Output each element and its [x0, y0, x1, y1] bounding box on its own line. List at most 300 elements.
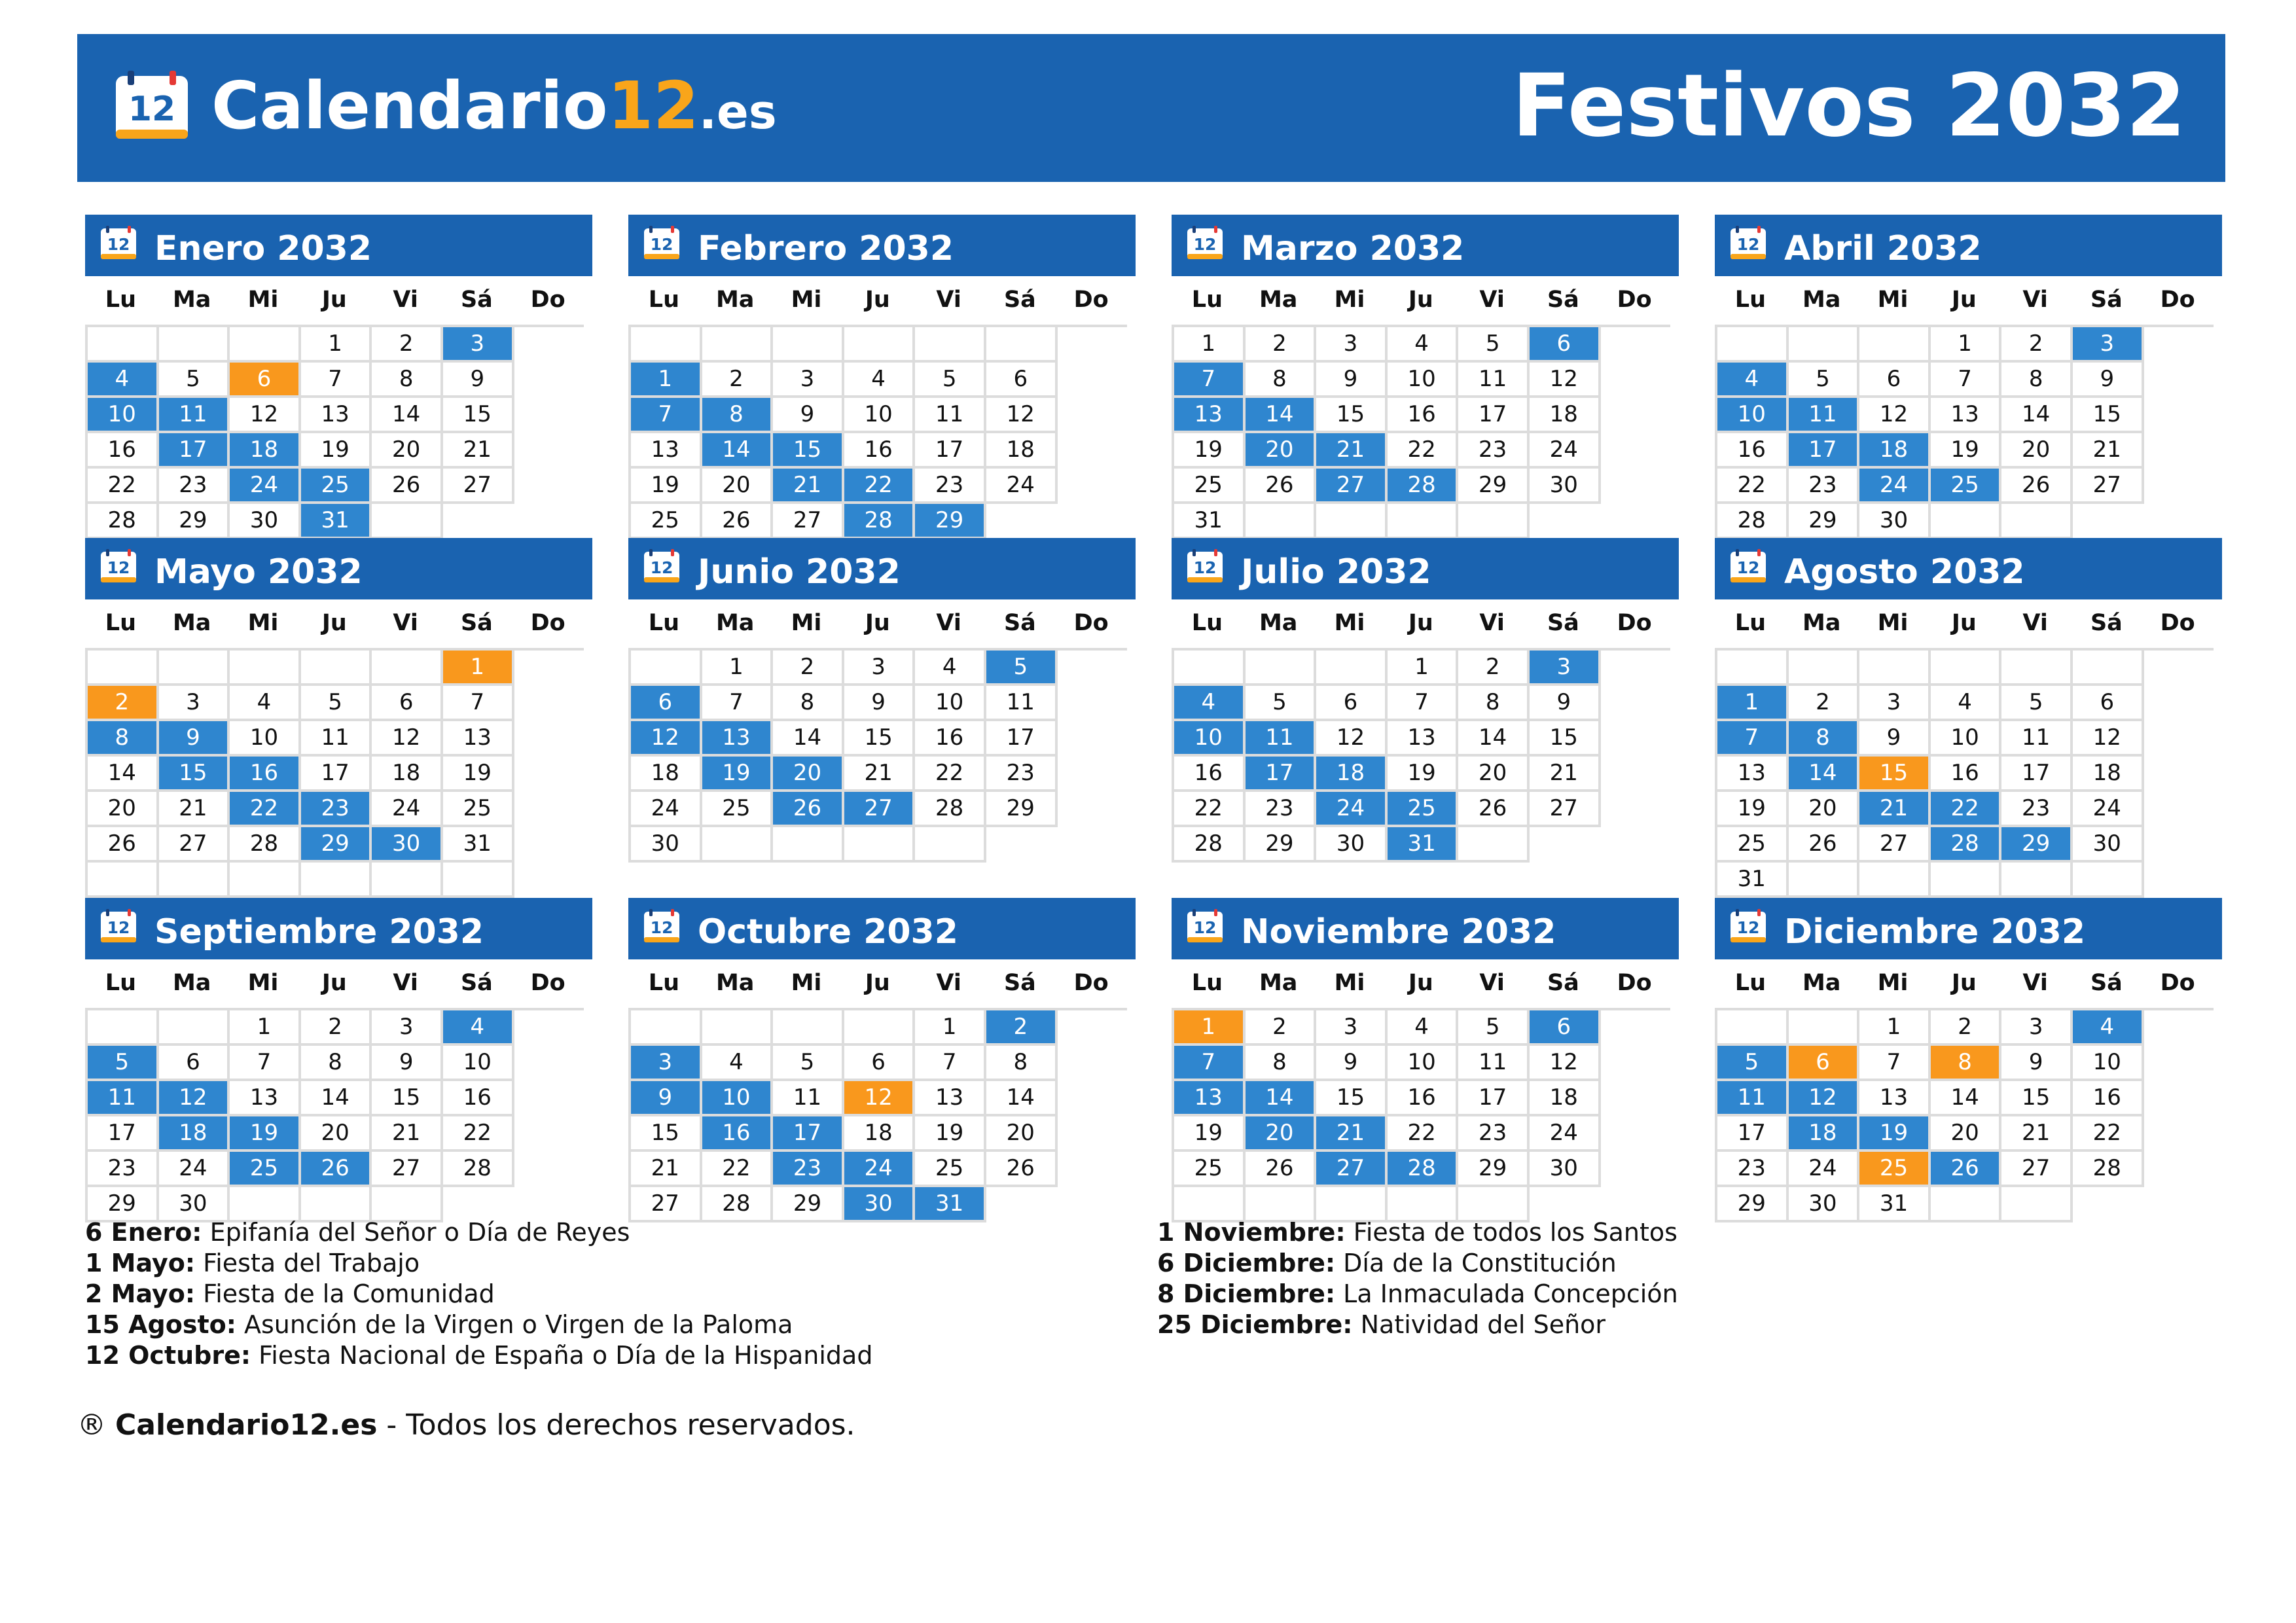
day-cell: 25 [1717, 827, 1789, 863]
day-cell: 4 [1388, 1010, 1459, 1046]
day-cell: 8 [1458, 686, 1530, 721]
day-cell: 11 [301, 721, 372, 757]
day-cell: 27 [159, 827, 230, 863]
day-cell: 28 [230, 827, 301, 863]
weekday-label: Sá [2090, 610, 2123, 636]
day-cell: 16 [1174, 757, 1246, 792]
empty-cell [443, 863, 514, 898]
month-header [628, 898, 1136, 959]
day-cell: 30 [1859, 504, 1931, 539]
day-cell: 16 [1388, 1081, 1459, 1116]
month-title: Diciembre 2032 [1784, 912, 2086, 952]
weekday-label: Do [2160, 970, 2195, 996]
day-cell: 8 [986, 1046, 1058, 1081]
day-cell: 21 [1530, 757, 1601, 792]
weekday-header [1715, 284, 2214, 315]
weekend-day-cell: 13 [1174, 1081, 1246, 1116]
calendar-icon [643, 548, 681, 584]
day-cell: 9 [1316, 363, 1388, 398]
day-cell: 6 [372, 686, 443, 721]
calendar-logo-icon [113, 69, 190, 141]
day-cell: 15 [443, 398, 514, 433]
weekend-day-cell: 30 [844, 1187, 916, 1222]
day-cell: 6 [1316, 686, 1388, 721]
day-cell: 7 [1388, 686, 1459, 721]
weekend-day-cell: 31 [1388, 827, 1459, 863]
weekday-label: Lu [648, 610, 680, 636]
empty-cell [230, 651, 301, 686]
month-calendar [85, 898, 592, 1222]
day-cell: 13 [230, 1081, 301, 1116]
holiday-name: Fiesta Nacional de España o Día de la Hispanidad [259, 1341, 873, 1370]
empty-cell [301, 651, 372, 686]
weekday-label: Ma [715, 970, 755, 996]
day-cell: 14 [372, 398, 443, 433]
day-cell: 14 [1931, 1081, 2002, 1116]
day-cell: 28 [1174, 827, 1246, 863]
day-cell: 2 [1246, 327, 1317, 363]
weekend-day-cell: 17 [159, 433, 230, 469]
month-title: Junio 2032 [698, 552, 901, 592]
weekend-day-cell: 23 [301, 792, 372, 827]
empty-cell [1388, 504, 1459, 539]
svg-text:12: 12 [107, 558, 130, 577]
day-cell: 17 [915, 433, 986, 469]
weekday-label: Ma [172, 287, 211, 313]
holiday-day-cell: 12 [844, 1081, 916, 1116]
weekday-label: Lu [1734, 287, 1767, 313]
weekday-header [85, 607, 584, 639]
weekday-label: Ju [321, 970, 347, 996]
day-cell: 27 [2001, 1152, 2073, 1187]
month-calendar [1172, 215, 1679, 539]
day-cell: 21 [844, 757, 916, 792]
weekend-day-cell: 3 [2073, 327, 2144, 363]
day-cell: 1 [230, 1010, 301, 1046]
weekday-label: Mi [791, 970, 822, 996]
day-grid [1715, 1008, 2214, 1222]
day-cell: 25 [702, 792, 774, 827]
day-cell: 11 [1458, 363, 1530, 398]
day-grid [628, 325, 1127, 539]
day-cell: 26 [986, 1152, 1058, 1187]
weekend-day-cell: 19 [1859, 1116, 1931, 1152]
weekend-day-cell: 3 [443, 327, 514, 363]
day-grid [85, 648, 584, 898]
weekend-day-cell: 18 [1316, 757, 1388, 792]
day-cell: 26 [702, 504, 774, 539]
day-cell: 4 [1931, 686, 2002, 721]
weekday-label: Ma [1259, 287, 1298, 313]
day-cell: 20 [1789, 792, 1860, 827]
day-cell: 14 [986, 1081, 1058, 1116]
weekend-day-cell: 25 [230, 1152, 301, 1187]
day-cell: 18 [631, 757, 702, 792]
holiday-list-right [1157, 1217, 1678, 1340]
weekday-label: Vi [393, 970, 418, 996]
empty-cell [1717, 327, 1789, 363]
weekend-day-cell: 11 [1717, 1081, 1789, 1116]
day-cell: 17 [1458, 398, 1530, 433]
day-cell: 26 [1246, 1152, 1317, 1187]
day-cell: 29 [88, 1187, 159, 1222]
empty-cell [986, 327, 1058, 363]
calendar-icon [1186, 225, 1224, 260]
weekday-label: Ma [172, 970, 211, 996]
day-cell: 15 [2001, 1081, 2073, 1116]
weekend-day-cell: 28 [1931, 827, 2002, 863]
day-cell: 10 [1388, 1046, 1459, 1081]
weekend-day-cell: 5 [1717, 1046, 1789, 1081]
weekend-day-cell: 20 [1246, 1116, 1317, 1152]
holiday-note [1157, 1279, 1678, 1310]
empty-cell [372, 863, 443, 898]
weekday-label: Mi [1877, 610, 1909, 636]
weekend-day-cell: 25 [1388, 792, 1459, 827]
day-cell: 17 [2001, 757, 2073, 792]
day-cell: 15 [844, 721, 916, 757]
empty-cell [773, 327, 844, 363]
day-cell: 7 [301, 363, 372, 398]
day-cell: 6 [844, 1046, 916, 1081]
month-header [628, 215, 1136, 276]
month-calendar [85, 215, 592, 539]
weekday-header [628, 284, 1127, 315]
day-cell: 24 [2073, 792, 2144, 827]
empty-cell [1316, 651, 1388, 686]
day-cell: 8 [301, 1046, 372, 1081]
weekday-label: Vi [936, 610, 961, 636]
empty-cell [1859, 327, 1931, 363]
day-cell: 20 [88, 792, 159, 827]
day-cell: 26 [1458, 792, 1530, 827]
weekend-day-cell: 14 [1246, 398, 1317, 433]
empty-cell [844, 827, 916, 863]
empty-cell [1316, 504, 1388, 539]
weekday-label: Do [1073, 970, 1109, 996]
day-cell: 18 [844, 1116, 916, 1152]
day-grid [1715, 648, 2214, 898]
day-cell: 12 [986, 398, 1058, 433]
month-title: Noviembre 2032 [1241, 912, 1556, 952]
day-cell: 21 [631, 1152, 702, 1187]
weekday-label: Mi [247, 970, 279, 996]
month-title: Mayo 2032 [154, 552, 363, 592]
empty-cell [1931, 504, 2002, 539]
weekday-label: Vi [2022, 610, 2048, 636]
empty-cell [2073, 651, 2144, 686]
holiday-date: 1 Mayo: [85, 1249, 196, 1277]
empty-cell [844, 327, 916, 363]
weekend-day-cell: 6 [1530, 327, 1601, 363]
weekday-label: Lu [105, 287, 137, 313]
day-cell: 2 [1789, 686, 1860, 721]
weekday-label: Do [530, 610, 565, 636]
day-cell: 18 [1530, 1081, 1601, 1116]
day-cell: 8 [1246, 363, 1317, 398]
day-cell: 3 [1316, 1010, 1388, 1046]
weekday-header [1172, 967, 1670, 999]
day-cell: 16 [2073, 1081, 2144, 1116]
calendar-icon [643, 225, 681, 260]
day-cell: 12 [230, 398, 301, 433]
empty-cell [2073, 863, 2144, 898]
weekday-label: Ju [865, 970, 890, 996]
weekday-label: Lu [1191, 610, 1223, 636]
day-cell: 19 [1717, 792, 1789, 827]
weekday-header [1715, 967, 2214, 999]
weekend-day-cell: 21 [1316, 1116, 1388, 1152]
weekday-label: Mi [247, 287, 279, 313]
day-cell: 26 [88, 827, 159, 863]
day-cell: 13 [301, 398, 372, 433]
day-cell: 30 [1316, 827, 1388, 863]
day-cell: 28 [443, 1152, 514, 1187]
page-title: Festivos 2032 [1512, 56, 2186, 156]
weekday-label: Ma [715, 287, 755, 313]
day-cell: 4 [230, 686, 301, 721]
weekday-label: Mi [1334, 287, 1365, 313]
day-cell: 24 [631, 792, 702, 827]
empty-cell [702, 1010, 774, 1046]
calendar-icon [1729, 225, 1767, 260]
weekend-day-cell: 6 [631, 686, 702, 721]
svg-text:12: 12 [1193, 918, 1217, 937]
day-cell: 29 [1246, 827, 1317, 863]
empty-cell [915, 827, 986, 863]
empty-cell [773, 1010, 844, 1046]
day-cell: 25 [1174, 469, 1246, 504]
weekend-day-cell: 9 [631, 1081, 702, 1116]
day-cell: 10 [915, 686, 986, 721]
svg-text:12: 12 [1736, 558, 1760, 577]
day-cell: 26 [1246, 469, 1317, 504]
month-calendar [1172, 898, 1679, 1222]
holiday-note [85, 1340, 872, 1371]
day-cell: 6 [986, 363, 1058, 398]
weekday-header [85, 284, 584, 315]
weekday-label: Ju [1408, 287, 1433, 313]
month-header [1172, 215, 1679, 276]
day-cell: 9 [443, 363, 514, 398]
footer-brand[interactable]: Calendario12.es [115, 1408, 378, 1442]
holiday-day-cell: 6 [230, 363, 301, 398]
weekday-label: Vi [2022, 287, 2048, 313]
weekend-day-cell: 21 [773, 469, 844, 504]
holiday-note [1157, 1310, 1678, 1340]
empty-cell [631, 327, 702, 363]
day-cell: 23 [1458, 433, 1530, 469]
day-cell: 8 [773, 686, 844, 721]
day-cell: 26 [372, 469, 443, 504]
weekend-day-cell: 27 [1316, 1152, 1388, 1187]
empty-cell [88, 1010, 159, 1046]
day-cell: 10 [844, 398, 916, 433]
day-cell: 18 [986, 433, 1058, 469]
day-cell: 21 [2001, 1116, 2073, 1152]
empty-cell [1717, 651, 1789, 686]
empty-cell [372, 651, 443, 686]
weekday-header [85, 967, 584, 999]
day-cell: 10 [1931, 721, 2002, 757]
day-cell: 14 [2001, 398, 2073, 433]
day-cell: 14 [1458, 721, 1530, 757]
day-cell: 30 [1530, 469, 1601, 504]
month-title: Agosto 2032 [1784, 552, 2025, 592]
day-cell: 14 [301, 1081, 372, 1116]
weekend-day-cell: 21 [1316, 433, 1388, 469]
holiday-date: 8 Diciembre: [1157, 1279, 1336, 1308]
brand-name[interactable] [211, 60, 777, 152]
empty-cell [915, 327, 986, 363]
day-cell: 28 [915, 792, 986, 827]
weekend-day-cell: 1 [1717, 686, 1789, 721]
day-cell: 11 [986, 686, 1058, 721]
empty-cell [1174, 651, 1246, 686]
svg-text:12: 12 [1193, 235, 1217, 254]
holiday-day-cell: 8 [1931, 1046, 2002, 1081]
weekend-day-cell: 24 [230, 469, 301, 504]
day-cell: 15 [2073, 398, 2144, 433]
weekend-day-cell: 30 [372, 827, 443, 863]
day-cell: 13 [1717, 757, 1789, 792]
day-cell: 18 [372, 757, 443, 792]
month-title: Febrero 2032 [698, 229, 954, 268]
day-cell: 22 [915, 757, 986, 792]
day-cell: 12 [1859, 398, 1931, 433]
weekday-label: Vi [936, 287, 961, 313]
weekend-day-cell: 14 [1789, 757, 1860, 792]
day-cell: 9 [372, 1046, 443, 1081]
day-cell: 3 [773, 363, 844, 398]
holiday-day-cell: 15 [1859, 757, 1931, 792]
empty-cell [702, 827, 774, 863]
day-cell: 31 [1174, 504, 1246, 539]
weekend-day-cell: 3 [631, 1046, 702, 1081]
day-cell: 9 [2001, 1046, 2073, 1081]
day-cell: 14 [773, 721, 844, 757]
calendar-icon [99, 225, 137, 260]
weekday-label: Lu [648, 970, 680, 996]
weekend-day-cell: 7 [631, 398, 702, 433]
day-cell: 23 [1458, 1116, 1530, 1152]
weekday-label: Ju [321, 610, 347, 636]
weekday-label: Ma [1802, 610, 1841, 636]
day-cell: 1 [702, 651, 774, 686]
day-cell: 11 [915, 398, 986, 433]
weekday-label: Sá [1547, 970, 1579, 996]
weekend-day-cell: 14 [702, 433, 774, 469]
day-cell: 11 [773, 1081, 844, 1116]
weekend-day-cell: 4 [443, 1010, 514, 1046]
weekday-label: Lu [1734, 970, 1767, 996]
day-cell: 4 [702, 1046, 774, 1081]
weekday-label: Lu [105, 970, 137, 996]
day-cell: 25 [1174, 1152, 1246, 1187]
weekend-day-cell: 4 [88, 363, 159, 398]
empty-cell [1717, 1010, 1789, 1046]
weekday-label: Ma [1802, 287, 1841, 313]
day-cell: 30 [1530, 1152, 1601, 1187]
empty-cell [159, 1010, 230, 1046]
holiday-date: 6 Enero: [85, 1218, 202, 1247]
empty-cell [1789, 327, 1860, 363]
day-cell: 5 [2001, 686, 2073, 721]
holiday-day-cell: 1 [1174, 1010, 1246, 1046]
month-title: Abril 2032 [1784, 229, 1982, 268]
svg-text:12: 12 [650, 235, 673, 254]
holiday-date: 2 Mayo: [85, 1279, 196, 1308]
day-cell: 3 [1316, 327, 1388, 363]
holiday-note [85, 1248, 872, 1279]
weekend-day-cell: 4 [2073, 1010, 2144, 1046]
weekend-day-cell: 9 [159, 721, 230, 757]
weekday-label: Mi [791, 610, 822, 636]
day-cell: 5 [301, 686, 372, 721]
day-cell: 27 [372, 1152, 443, 1187]
day-cell: 11 [1458, 1046, 1530, 1081]
calendar-icon [643, 908, 681, 944]
day-cell: 22 [1717, 469, 1789, 504]
day-cell: 16 [1717, 433, 1789, 469]
day-cell: 30 [2073, 827, 2144, 863]
day-cell: 4 [915, 651, 986, 686]
month-calendar [1715, 215, 2222, 539]
day-cell: 24 [159, 1152, 230, 1187]
day-cell: 17 [88, 1116, 159, 1152]
svg-text:12: 12 [650, 918, 673, 937]
svg-text:12: 12 [107, 918, 130, 937]
day-cell: 14 [88, 757, 159, 792]
weekday-header [1715, 607, 2214, 639]
day-cell: 5 [773, 1046, 844, 1081]
weekend-day-cell: 11 [88, 1081, 159, 1116]
month-calendar [1715, 538, 2222, 898]
holiday-day-cell: 6 [1789, 1046, 1860, 1081]
calendar-icon [1186, 548, 1224, 584]
weekday-label: Mi [1877, 287, 1909, 313]
holiday-date: 12 Octubre: [85, 1341, 251, 1370]
day-grid [85, 1008, 584, 1222]
holiday-day-cell: 2 [88, 686, 159, 721]
empty-cell [372, 504, 443, 539]
weekday-label: Mi [1334, 610, 1365, 636]
holiday-name: Epifanía del Señor o Día de Reyes [209, 1218, 630, 1247]
weekend-day-cell: 7 [1717, 721, 1789, 757]
weekend-day-cell: 17 [1246, 757, 1317, 792]
weekday-label: Lu [1191, 287, 1223, 313]
day-cell: 29 [986, 792, 1058, 827]
day-cell: 24 [986, 469, 1058, 504]
weekday-label: Do [2160, 287, 2195, 313]
weekend-day-cell: 10 [1174, 721, 1246, 757]
day-cell: 2 [1458, 651, 1530, 686]
day-cell: 29 [1458, 1152, 1530, 1187]
weekday-header [628, 967, 1127, 999]
day-cell: 13 [1388, 721, 1459, 757]
day-cell: 27 [443, 469, 514, 504]
day-cell: 15 [1316, 398, 1388, 433]
empty-cell [1789, 651, 1860, 686]
weekend-day-cell: 26 [301, 1152, 372, 1187]
holiday-name: Fiesta de la Comunidad [203, 1279, 495, 1308]
weekday-label: Vi [393, 610, 418, 636]
day-cell: 3 [372, 1010, 443, 1046]
day-cell: 6 [159, 1046, 230, 1081]
weekend-day-cell: 21 [1859, 792, 1931, 827]
day-cell: 7 [230, 1046, 301, 1081]
weekday-label: Sá [460, 610, 493, 636]
